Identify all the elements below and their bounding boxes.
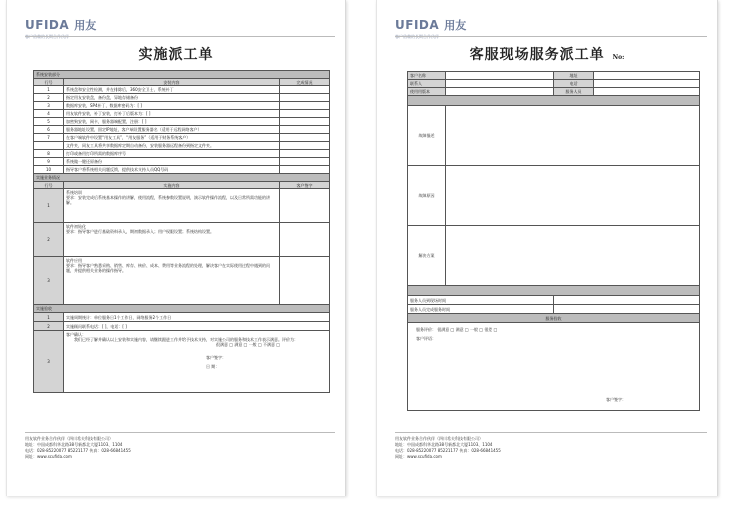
implementation-table: [33, 70, 330, 393]
footer-divider: [395, 432, 707, 433]
row-number: 3: [34, 102, 64, 110]
col-header: 完成情况: [280, 79, 330, 86]
info-label: 联系人: [408, 80, 446, 88]
item-detail: 要求：指导客户熟悉采购、销售、库存、核价、成本、费用等业务流程的处理，解决客户在实际使用过程中遇到的问题，并提供相关业务的操作指导。: [66, 263, 270, 273]
install-item: 用友软件安装，补丁安装，打补丁后版本为：[ ]: [64, 110, 280, 118]
row-number: 10: [34, 166, 64, 174]
right-form-title: [377, 44, 717, 64]
signature-label: 客户签字：: [606, 397, 626, 402]
info-label: 客户名称: [408, 72, 446, 80]
status-cell[interactable]: [280, 142, 330, 150]
company-footer: [395, 436, 501, 460]
fault-cause-label: 故障原因: [408, 166, 446, 226]
footer-website[interactable]: 网址：www.scufida.com: [25, 454, 72, 459]
company-footer: [25, 436, 131, 460]
confirmation-label: 客户确认：: [66, 332, 86, 337]
install-item: 指导客户将系统相关问题反馈，提供技术支持人员QQ号码: [64, 166, 280, 174]
fault-description-label: 故障描述: [408, 106, 446, 166]
row-number: 1: [34, 313, 64, 322]
row-number: 2: [34, 94, 64, 102]
col-header: 客户签字: [280, 182, 330, 189]
implementation-item: [64, 189, 280, 223]
header-divider: [25, 36, 335, 37]
section-title: 实施验收: [34, 305, 330, 313]
status-cell[interactable]: [280, 150, 330, 158]
item-title: 系统培训: [66, 190, 82, 195]
status-cell[interactable]: [280, 158, 330, 166]
acceptance-title: 服务验收: [408, 314, 700, 323]
status-cell[interactable]: [280, 166, 330, 174]
row-number: 8: [34, 150, 64, 158]
item-title: 软件应用: [66, 258, 82, 263]
footer-company: 用友软件业务合作伙伴（四川希夫科技有限公司）: [395, 436, 483, 441]
footer-phone: 电话：028-85220077 85221177 传真：028-66841455: [25, 448, 131, 453]
form-number-label: No:: [612, 54, 625, 61]
rating-option[interactable]: 一般 □: [248, 342, 262, 347]
logo-tagline: 客户信赖的长期合作伙伴: [395, 34, 439, 39]
row-number: 6: [34, 126, 64, 134]
footer-website[interactable]: 网址：www.scufida.com: [395, 454, 442, 459]
completion-time-field[interactable]: [554, 305, 700, 314]
right-page: [376, 0, 718, 496]
row-number: 1: [34, 189, 64, 223]
row-number: 2: [34, 223, 64, 257]
arrival-time-field[interactable]: [554, 296, 700, 305]
install-item: 文件夹，同友工具将共享数据库定期自动备份，安装服务器远程备份到指定文件夹。: [64, 142, 280, 150]
rating-option[interactable]: 不满意 □: [263, 342, 281, 347]
phone-field[interactable]: [594, 80, 700, 88]
status-cell[interactable]: [280, 94, 330, 102]
rating-option[interactable]: 很满意 □: [437, 327, 455, 332]
install-item: 指定用友安装盘，备份盘，异地存储备份: [64, 94, 280, 102]
logo-tagline: 客户信赖的长期合作伙伴: [25, 34, 69, 39]
fault-description-field[interactable]: [446, 106, 700, 166]
signature-label: 客户签字：: [206, 355, 226, 360]
row-number: 9: [34, 158, 64, 166]
implementation-item: [64, 223, 280, 257]
status-cell[interactable]: [280, 86, 330, 94]
section-title: 系统安装部分: [34, 71, 330, 79]
logo-brand: UFIDA: [25, 18, 70, 32]
date-label: 日 期：: [206, 364, 220, 369]
info-label: 服务人员: [554, 88, 594, 96]
install-item: 服务器地址设置，固定IP地址，客户端设置服务器名（适用于远程网络客户）: [64, 126, 280, 134]
logo-brand: UFIDA: [395, 18, 440, 32]
status-cell[interactable]: [280, 118, 330, 126]
row-number: 5: [34, 118, 64, 126]
customer-confirmation: [64, 331, 330, 393]
status-cell[interactable]: [280, 102, 330, 110]
item-title: 软件初始化: [66, 224, 86, 229]
status-cell[interactable]: [280, 110, 330, 118]
signature-cell[interactable]: [280, 257, 330, 305]
status-cell[interactable]: [280, 134, 330, 142]
form-title-text: 客服现场服务派工单: [469, 47, 605, 63]
completion-time-label: 服务人员完成服务时间: [408, 305, 554, 314]
solution-field[interactable]: [446, 226, 700, 286]
footer-company: 用友软件业务合作伙伴（四川希夫科技有限公司）: [25, 436, 113, 441]
confirmation-body: 我们已经了解并确认以上安装和实施内容，请继续跟进工作并给予技术支持，对实施公司的服务和技术工作表示满意。评价为：: [74, 337, 298, 342]
contact-field[interactable]: [446, 80, 554, 88]
info-label: 地址: [554, 72, 594, 80]
section-title: 实施业务情况: [34, 174, 330, 182]
rating-option[interactable]: 满意 □: [455, 327, 469, 332]
address-field[interactable]: [594, 72, 700, 80]
left-form-title: 实施派工单: [138, 47, 214, 63]
footer-address: 地址：中国成都科华北路38号新都北大厦1103、1104: [25, 442, 123, 447]
service-table: [407, 71, 700, 411]
install-item: 数据库安装，SP4补丁，数据库密码为：[ ]: [64, 102, 280, 110]
row-number: 4: [34, 110, 64, 118]
col-header: 行号: [34, 182, 64, 189]
info-label: 电话: [554, 80, 594, 88]
footer-address: 地址：中国成都科华北路38号新都北大厦1103、1104: [395, 442, 493, 447]
service-staff-field[interactable]: [594, 88, 700, 96]
rating-option[interactable]: 很满意 □: [216, 342, 234, 347]
row-number: 3: [34, 257, 64, 305]
row-number: 3: [34, 331, 64, 393]
col-header: 行号: [34, 79, 64, 86]
evaluation-label: 服务评价：: [416, 327, 436, 332]
logo-brand-cn: 用友: [444, 19, 467, 32]
signature-cell[interactable]: [280, 189, 330, 223]
col-header: 安装内容: [64, 79, 280, 86]
install-item: 在客户端软件中设置“用友工具”，“用友服务”（适用于财务系统客户）: [64, 134, 280, 142]
comment-label: 客户评语：: [416, 336, 436, 341]
col-header: 实施内容: [64, 182, 280, 189]
fault-cause-field[interactable]: [446, 166, 700, 226]
rating-option[interactable]: 很差 □: [484, 327, 498, 332]
section-band: [408, 96, 700, 106]
row-number: [34, 142, 64, 150]
install-item: 加密狗安装，网卡，服务器端配置，注册：[ ]: [64, 118, 280, 126]
section-band: [408, 286, 700, 296]
row-number: 1: [34, 86, 64, 94]
status-cell[interactable]: [280, 126, 330, 134]
signature-cell[interactable]: [280, 223, 330, 257]
install-item: 系统盘和安全性检测，并在排除后，360安全卫士，系统补丁: [64, 86, 280, 94]
item-detail: 要求：安装完成后系统基本操作的讲解，使用流程，系统参数设置说明，演示软件操作流程，以及日常所需功能的讲解。: [66, 195, 270, 205]
row-number: 2: [34, 322, 64, 331]
info-label: 使用用版本: [408, 88, 446, 96]
footer-divider: [25, 432, 335, 433]
item-detail: 要求：指导客户进行基础资料录入，期初数据录入；用户权限设置；系统结构设置。: [66, 229, 214, 234]
arrival-time-label: 服务人员到现场时间: [408, 296, 554, 305]
logo-brand-cn: 用友: [74, 19, 97, 32]
acceptance-area: [408, 323, 700, 411]
row-number: 7: [34, 134, 64, 142]
version-field[interactable]: [446, 88, 554, 96]
acceptance-item: 实施周期统计：单位服务日1个工作日，网络服务2个工作日: [64, 313, 330, 322]
acceptance-item: 实施顾问联系电话：[ ]，电话：[ ]: [64, 322, 330, 331]
header-divider: [395, 36, 707, 37]
left-page: [6, 0, 346, 496]
solution-label: 解决方案: [408, 226, 446, 286]
install-item: 系统做一键还原备份: [64, 158, 280, 166]
implementation-item: [64, 257, 280, 305]
footer-phone: 电话：028-85220077 85221177 传真：028-66841455: [395, 448, 501, 453]
rating-option[interactable]: 满意 □: [234, 342, 248, 347]
rating-option[interactable]: 一般 □: [469, 327, 484, 332]
customer-name-field[interactable]: [446, 72, 554, 80]
install-item: 打印或备用打印所需的数据库序号: [64, 150, 280, 158]
